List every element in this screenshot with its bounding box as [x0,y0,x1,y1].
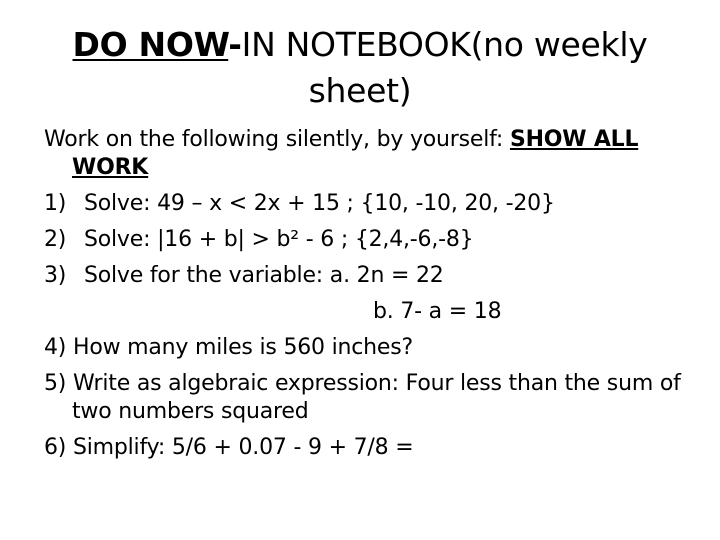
list-number: 1) [44,191,67,216]
list-text: Solve: |16 + b| > b² - 6 ; {2,4,-6,-8} [84,227,474,252]
list-text: Solve for the variable: a. 2n = 22 [84,263,444,288]
list-number: 2) [44,227,67,252]
title-dash: - [228,25,242,64]
slide-title [60,22,660,114]
list-item-2 [44,226,694,254]
title-rest: IN NOTEBOOK(no weekly sheet) [241,25,648,110]
slide-body [44,126,694,470]
list-item-1 [44,190,694,218]
list-text: Solve: 49 – x < 2x + 15 ; {10, -10, 20, -20} [84,191,555,216]
list-item-6: 6) Simplify: 5/6 + 0.07 - 9 + 7/8 = [44,435,414,460]
list-item-5: 5) Write as algebraic expression: Four less than the sum of two numbers squared [44,371,681,424]
intro-text: Work on the following silently, by yourself: [44,127,510,152]
intro-paragraph [44,126,694,182]
list-item-4: 4) How many miles is 560 inches? [44,335,413,360]
intro-emphasis: SHOW ALL WORK [72,127,639,180]
sub-item-b: b. 7- a = 18 [373,299,502,324]
title-do-now: DO NOW [72,25,229,64]
list-item-3 [44,262,694,290]
list-number: 3) [44,263,67,288]
